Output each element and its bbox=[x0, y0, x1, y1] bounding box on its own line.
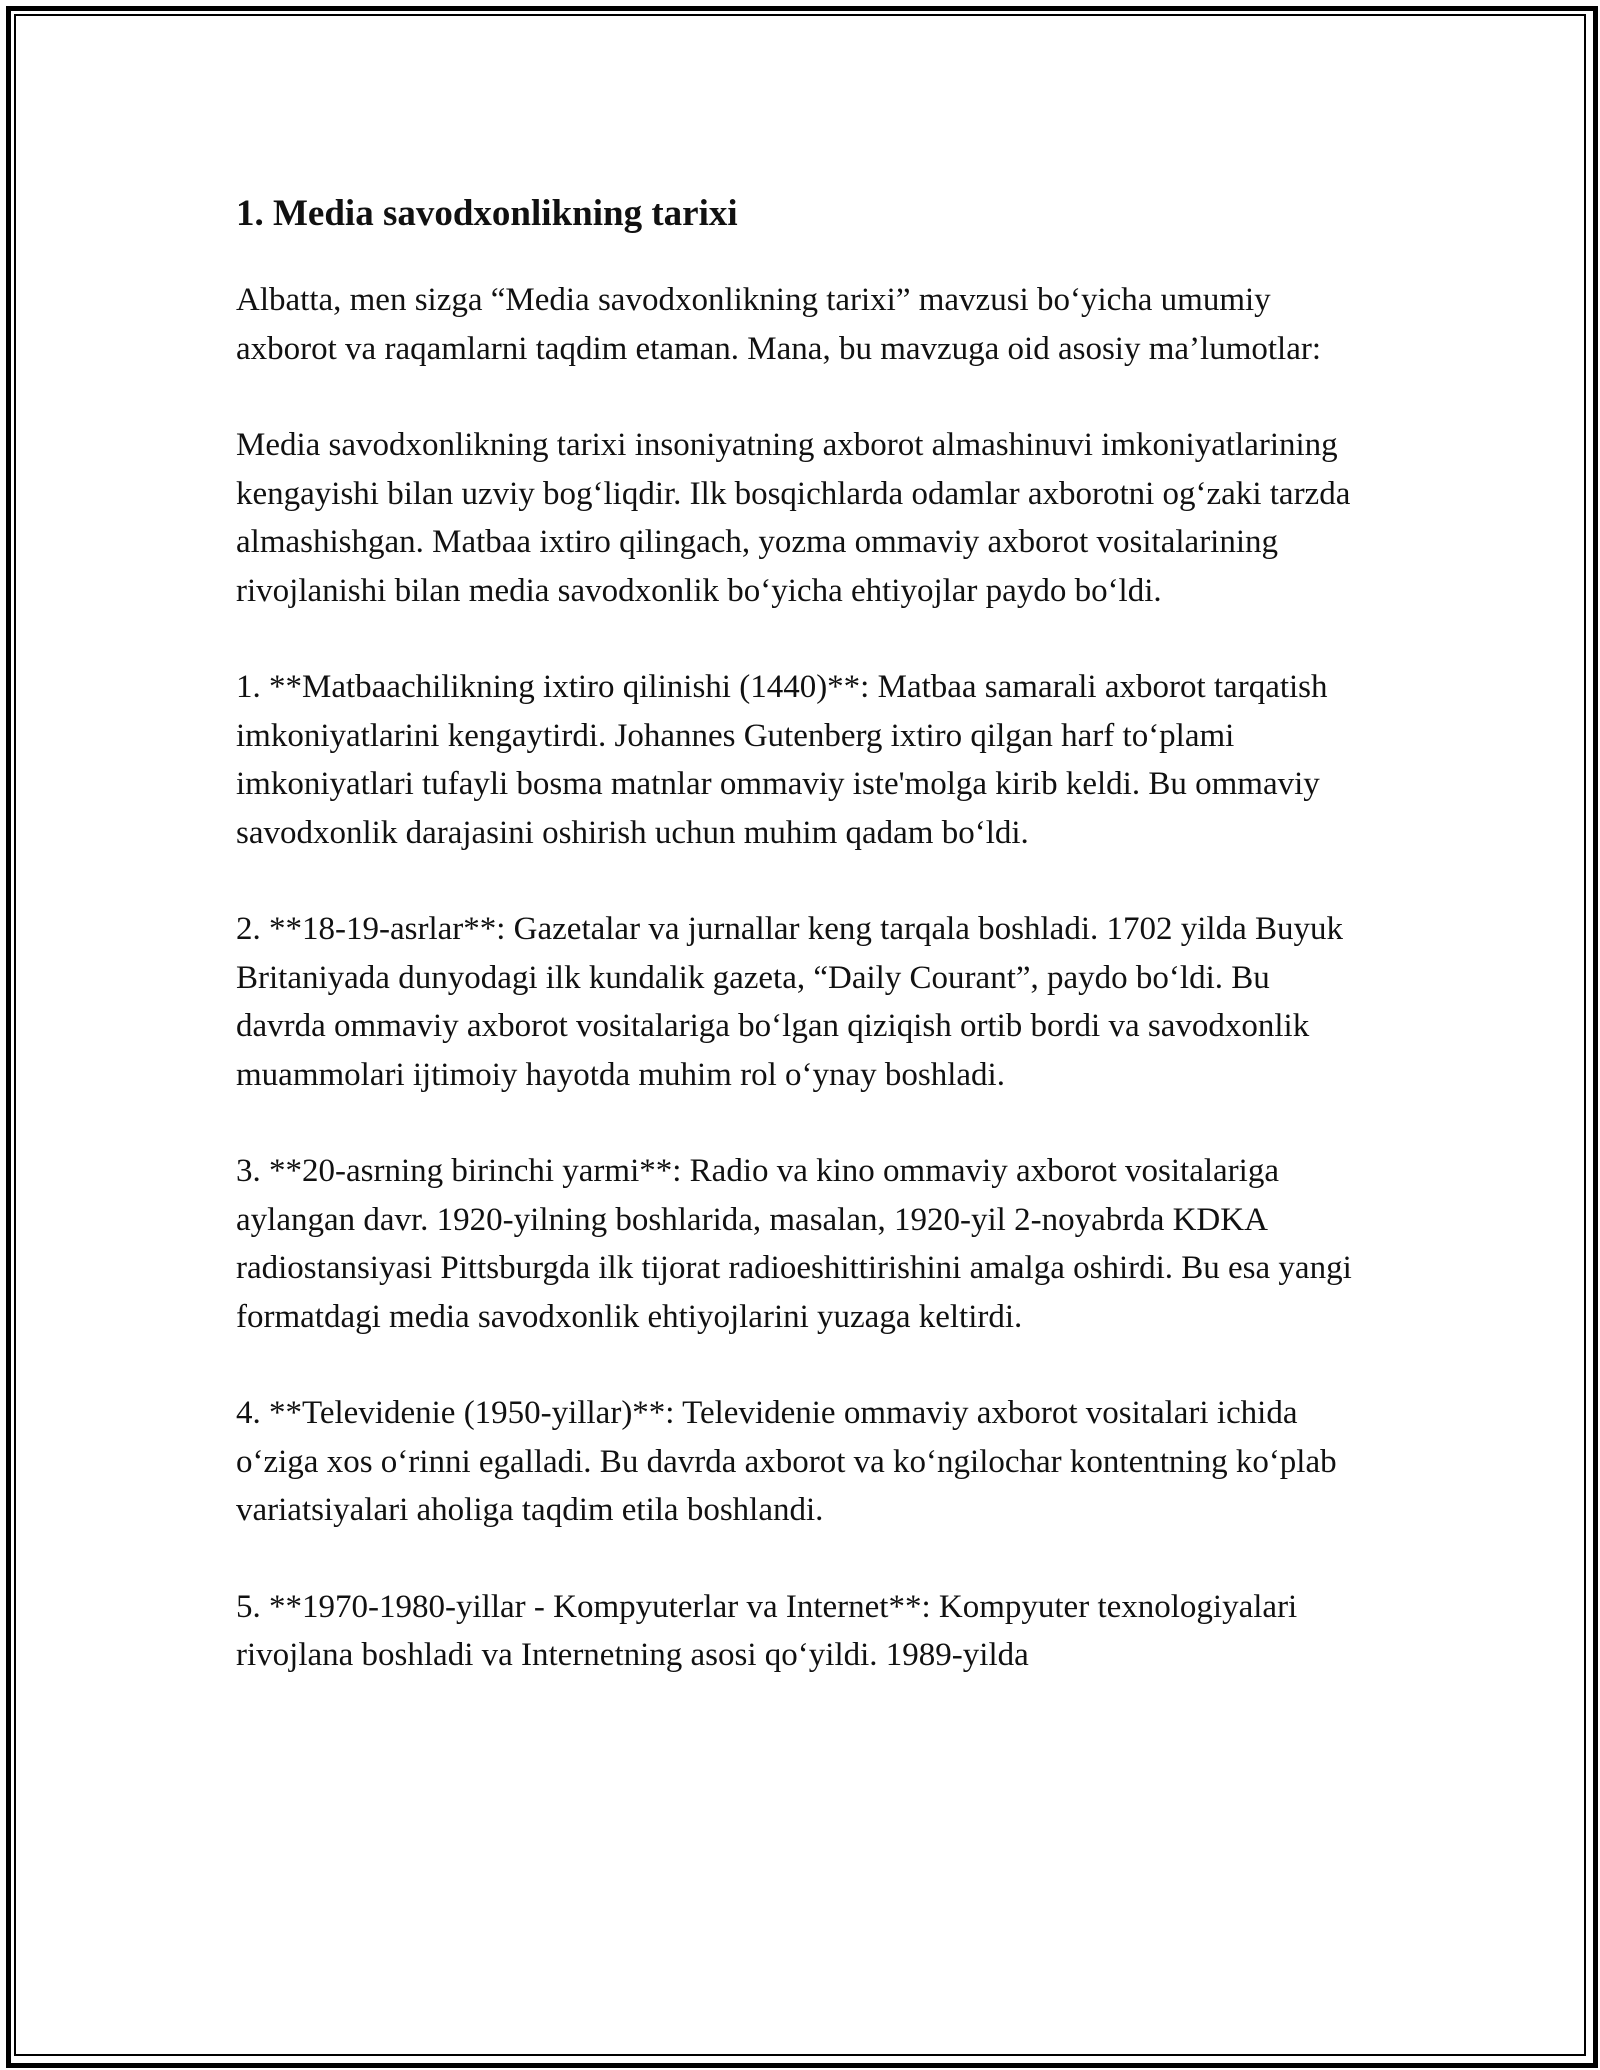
section-heading: 1. Media savodxonlikning tarixi bbox=[236, 193, 738, 234]
list-item-18-19-centuries: 2. **18-19-asrlar**: Gazetalar va jurnallar keng tarqala boshladi. 1702 yilda Buyuk Britaniyada dunyodagi ilk kundalik gazeta, “Daily Courant”, paydo bo‘ldi. Bu davrda ommaviy axborot vositalariga bo‘lgan qiziqish ortib bordi va savodxonlik muammolari ijtimoiy hayotda muhim rol o‘ynay boshladi. bbox=[236, 911, 1343, 1093]
list-item-20th-century: 3. **20-asrning birinchi yarmi**: Radio va kino ommaviy axborot vositalariga aylangan davr. 1920-yilning boshlarida, masalan, 1920-yil 2-noyabrda KDKA radiostansiyasi Pittsburgda ilk tijorat radioeshittirishini amalga oshirdi. Bu esa yangi formatdagi media savodxonlik ehtiyojlarini yuzaga keltirdi. bbox=[236, 1153, 1352, 1335]
list-item-printing: 1. **Matbaachilikning ixtiro qilinishi (1440)**: Matbaa samarali axborot tarqatish imkoniyatlarini kengaytirdi. Johannes Gutenberg ixtiro qilgan harf to‘plami imkoniyatlari tufayli bosma matnlar ommaviy iste'molga kirib keldi. Bu ommaviy savodxonlik darajasini oshirish uchun muhim qadam bo‘ldi. bbox=[236, 669, 1328, 851]
list-item-computers-internet: 5. **1970-1980-yillar - Kompyuterlar va Internet**: Kompyuter texnologiyalari rivojlana boshladi va Internetning asosi qo‘yildi. 1989-yilda bbox=[236, 1588, 1298, 1673]
list-item-television: 4. **Televidenie (1950-yillar)**: Televidenie ommaviy axborot vositalari ichida o‘ziga xos o‘rinni egalladi. Bu davrda axborot va ko‘ngilochar kontentning ko‘plab variatsiyalari aholiga taqdim etila boshlandi. bbox=[236, 1395, 1337, 1528]
intro-paragraph: Albatta, men sizga “Media savodxonlikning tarixi” mavzusi bo‘yicha umumiy axborot va raqamlarni taqdim etaman. Mana, bu mavzuga oid asosiy ma’lumotlar: bbox=[236, 282, 1322, 367]
overview-paragraph: Media savodxonlikning tarixi insoniyatning axborot almashinuvi imkoniyatlarining kengayishi bilan uzviy bog‘liqdir. Ilk bosqichlarda odamlar axborotni og‘zaki tarzda almashishgan. Matbaa ixtiro qilingach, yozma ommaviy axborot vositalarining rivojlanishi bilan media savodxonlik bo‘yicha ehtiyojlar paydo bo‘ldi. bbox=[236, 427, 1351, 609]
document-body bbox=[236, 180, 1366, 1728]
